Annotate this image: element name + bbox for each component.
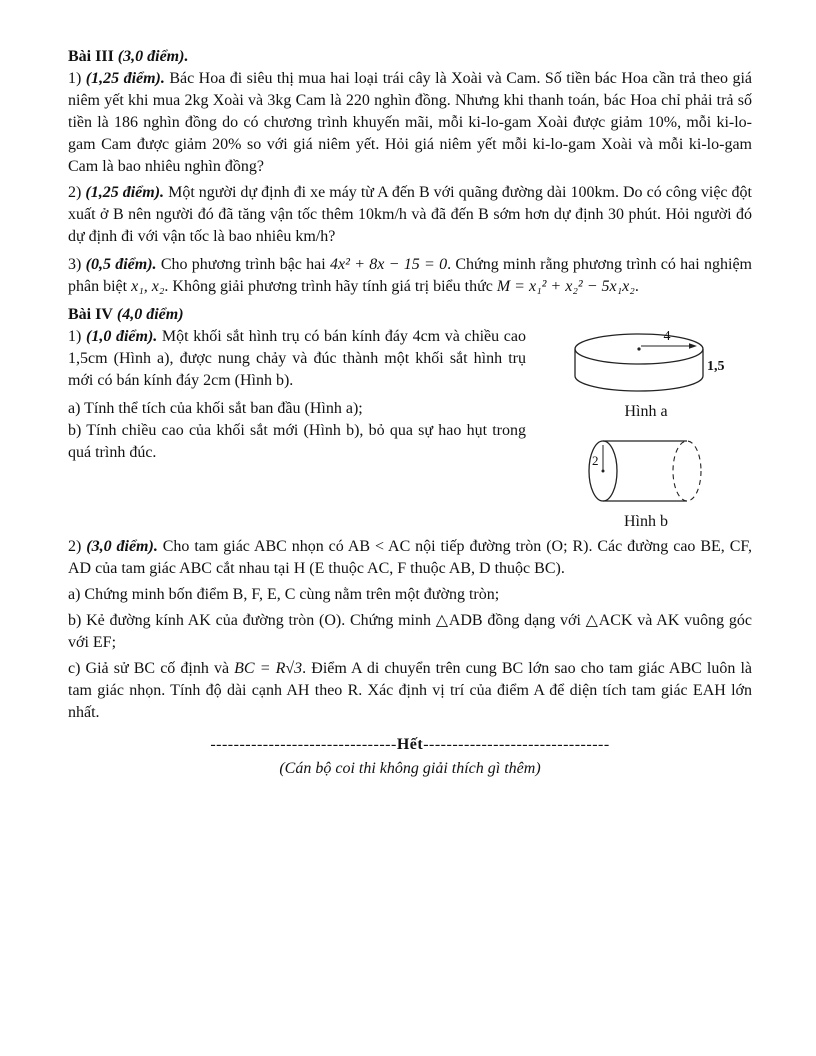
question-points: (0,5 điểm). [85,256,157,273]
figure-b-label: Hình b [624,513,668,530]
center-dot [602,470,605,473]
bai3-question-2 [68,182,752,248]
question-text: . Chứng minh rằng phương trình có hai nghiệm phân biệt [68,256,752,295]
bai3-question-3 [68,254,752,298]
question-text: Một khối sắt hình trụ có bán kính đáy 4cm và chiều cao 1,5cm (Hình a), được nung chảy và đúc thành một khối sắt hình trụ mới có bán kính đáy 2cm (Hình b). [68,328,527,389]
question-text: Cho phương trình bậc hai [156,256,331,273]
part-text: . Điểm A di chuyển trên cung BC lớn sao cho tam giác ABC luôn là tam giác nhọn. Tính độ dài cạnh AH theo R. Xác định vị trí của điểm A để diện tích tam giác EAH lớn nhất. [68,660,753,721]
question-text: Một người dự định đi xe máy từ A đến B với quãng đường dài 100km. Do có công việc đột xuất ở B nên người đó đã tăng vận tốc thêm 10km/h và đã đến B sớm hơn dự định 30 phút. Hỏi người đó dự định đi với vận tốc là bao nhiêu km/h? [68,184,753,245]
part-text: a) Chứng minh bốn điểm B, F, E, C cùng nằm trên một đường tròn; [68,586,500,603]
dashes-right: -------------------------------- [423,736,610,753]
bai3-title: Bài III [68,48,114,65]
bai4-heading [68,304,752,326]
cylinder-a-diagram [561,326,731,400]
radius-b-value: 2 [592,453,599,468]
part-text: b) Tính chiều cao của khối sắt mới (Hình b), bỏ qua sự hao hụt trong quá trình đúc. [68,422,526,461]
bc-length-formula: BC = R√3 [234,660,303,677]
figures-column [540,326,752,532]
question-points: (1,25 điểm). [85,184,165,201]
question-text: . Không giải phương trình hãy tính giá trị biểu thức [164,278,497,295]
question-marker: 1) [68,70,86,87]
dashes-left: -------------------------------- [210,736,397,753]
end-divider [68,734,752,756]
part-text: b) Kẻ đường kính AK của đường tròn (O). Chứng minh △ADB đồng dạng với △ACK và AK vuông góc với EF; [68,612,752,651]
part-text: a) Tính thể tích của khối sắt ban đầu (Hình a); [68,400,363,417]
question-text: . [634,278,639,295]
question-marker: 1) [68,328,86,345]
question-text: Cho tam giác ABC nhọn có AB < AC nội tiếp đường tròn (O; R). Các đường cao BE, CF, AD của tam giác ABC cắt nhau tại H (E thuộc AC, F thuộc AB, D thuộc BC). [68,538,752,577]
bai4-q2-part-a [68,584,752,606]
roots-notation: x₁, x₂ [131,278,165,295]
bai4-q2-part-b [68,610,752,654]
bai4-q2-part-c [68,658,752,724]
height-a-value: 1,5 [707,359,725,374]
figure-a-label: Hình a [624,403,668,420]
bai4-points-note: (4,0 điểm) [112,306,184,323]
bai4-question-2 [68,536,752,580]
radius-a-value: 4 [663,329,671,344]
bai3-heading [68,46,752,68]
question-marker: 3) [68,256,86,273]
bai3-question-1 [68,68,752,178]
bai4-question-2-section [68,536,752,724]
question-marker: 2) [68,538,87,555]
expression-M-formula: M = x₁² + x₂² − 5x₁x₂ [496,278,635,295]
question-points: (1,25 điểm). [85,70,165,87]
question-points: (3,0 điểm). [86,538,158,555]
radius-arrowhead [689,343,697,349]
bai4-question-1-section [68,326,752,530]
bai4-title: Bài IV [68,306,113,323]
question-points: (1,0 điểm). [85,328,158,345]
question-marker: 2) [68,184,86,201]
bai3-points-note: (3,0 điểm). [113,48,189,65]
center-dot [637,347,640,350]
end-label: Hết [396,736,424,753]
part-text: c) Giả sử BC cố định và [68,660,235,677]
figure-b [540,432,752,532]
proctor-note: (Cán bộ coi thi không giải thích gì thêm) [279,760,541,777]
quadratic-equation-formula: 4x² + 8x − 15 = 0 [330,256,448,273]
figure-a [540,326,752,422]
question-text: Bác Hoa đi siêu thị mua hai loại trái cây là Xoài và Cam. Số tiền bác Hoa cần trả theo giá niêm yết khi mua 2kg Xoài và 3kg Cam là 220 nghìn đồng. Nhưng khi thanh toán, bác Hoa chỉ phải trả số tiền là 186 nghìn đồng do có chương trình khuyến mãi, mỗi ki-lo-gam Xoài được giảm 10%, mỗi ki-lo-gam Cam được giảm 20% so với giá niêm yết. Hỏi giá niêm yết mỗi ki-lo-gam Xoài và mỗi ki-lo-gam Cam là bao nhiêu nghìn đồng? [68,70,752,175]
cylinder-b-diagram [571,432,721,510]
